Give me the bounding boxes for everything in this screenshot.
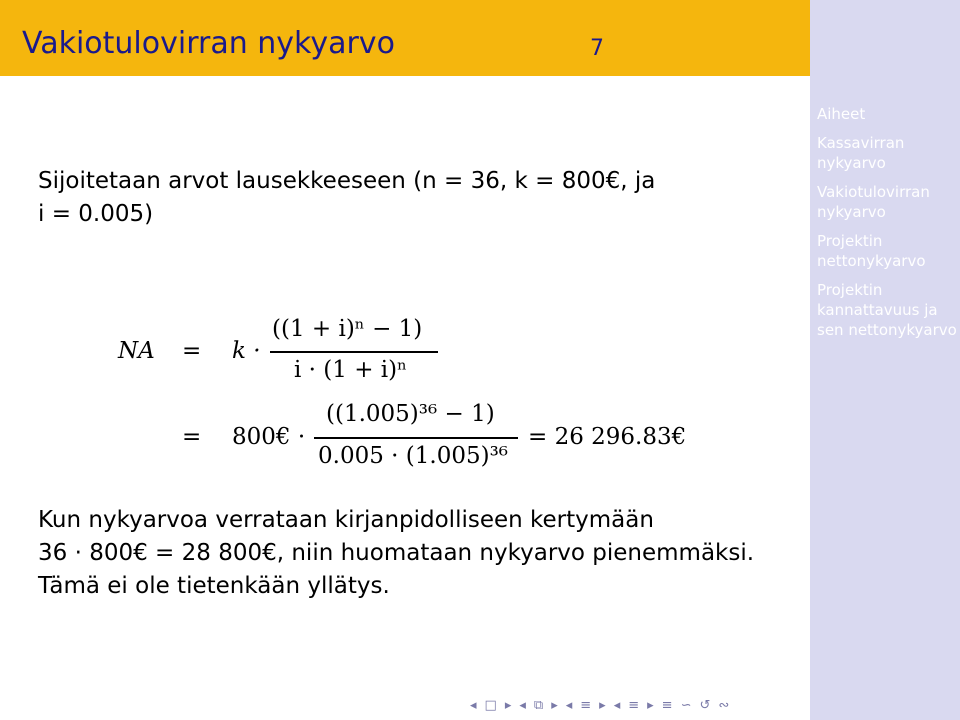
- formula-lhs: NA: [118, 338, 155, 364]
- frame-title: Vakiotulovirran nykyarvo: [22, 26, 395, 61]
- nav-subsection-icon[interactable]: ≡: [580, 697, 592, 713]
- sidebar-item-kassavirran-nykyarvo[interactable]: Kassavirran nykyarvo: [817, 134, 905, 172]
- sidebar-item-aiheet[interactable]: Aiheet: [817, 105, 866, 123]
- formula-eq-1: =: [182, 338, 202, 364]
- sidebar-item-projektin-kannattavuus[interactable]: Projektin kannattavuus ja sen nettonykyarvo: [817, 281, 957, 339]
- slide-number: 7: [590, 36, 604, 61]
- nav-back-icon[interactable]: ∽: [680, 697, 692, 713]
- nav-toc-icon[interactable]: ≡: [661, 697, 673, 713]
- formula-numerator-2: ((1.005)³⁶ − 1): [326, 401, 495, 427]
- formula-eq-2: =: [182, 424, 202, 450]
- nav-next-frame-icon[interactable]: ▸: [551, 697, 558, 713]
- nav-forward-icon[interactable]: ∾: [718, 697, 730, 713]
- formula-numerator-1: ((1 + i)ⁿ − 1): [272, 316, 423, 342]
- sidebar-nav: [817, 104, 957, 349]
- nav-next-icon[interactable]: ▸: [504, 697, 512, 713]
- intro-line-1: Sijoitetaan arvot lausekkeeseen (n = 36, k = 800€, ja: [38, 168, 656, 194]
- formula-result: = 26 296.83€: [528, 424, 687, 450]
- formula-denominator-1: i · (1 + i)ⁿ: [294, 357, 408, 383]
- nav-next-subsection-icon[interactable]: ▸: [599, 697, 606, 713]
- conclusion-line-1: Kun nykyarvoa verrataan kirjanpidolliseen kertymään: [38, 507, 654, 533]
- sidebar-item-vakiotulovirran-nykyarvo[interactable]: Vakiotulovirran nykyarvo: [817, 183, 930, 221]
- nav-section-icon[interactable]: ≡: [628, 697, 640, 713]
- beamer-navigation-controls: [470, 696, 800, 714]
- nav-prev-frame-icon[interactable]: ◂: [519, 697, 526, 713]
- conclusion-line-3: Tämä ei ole tietenkään yllätys.: [38, 573, 390, 599]
- nav-search-icon[interactable]: ↺: [699, 697, 711, 713]
- conclusion-line-2: 36 · 800€ = 28 800€, niin huomataan nykyarvo pienemmäksi.: [38, 540, 755, 566]
- formula-k-value: 800€ ·: [232, 424, 306, 450]
- nav-frames-icon[interactable]: ⧉: [533, 697, 544, 713]
- sidebar-item-projektin-nettonykyarvo[interactable]: Projektin nettonykyarvo: [817, 232, 926, 270]
- nav-prev-subsection-icon[interactable]: ◂: [565, 697, 573, 713]
- nav-frame-icon[interactable]: □: [484, 697, 497, 713]
- nav-first-icon[interactable]: ◂: [470, 697, 477, 713]
- nav-next-section-icon[interactable]: ▸: [647, 697, 654, 713]
- nav-prev-section-icon[interactable]: ◂: [613, 697, 621, 713]
- formula-denominator-2: 0.005 · (1.005)³⁶: [318, 443, 509, 469]
- formula-k-dot: k ·: [232, 338, 261, 364]
- intro-line-2: i = 0.005): [38, 201, 154, 227]
- fraction-line-1: [270, 351, 438, 353]
- fraction-line-2: [314, 437, 518, 439]
